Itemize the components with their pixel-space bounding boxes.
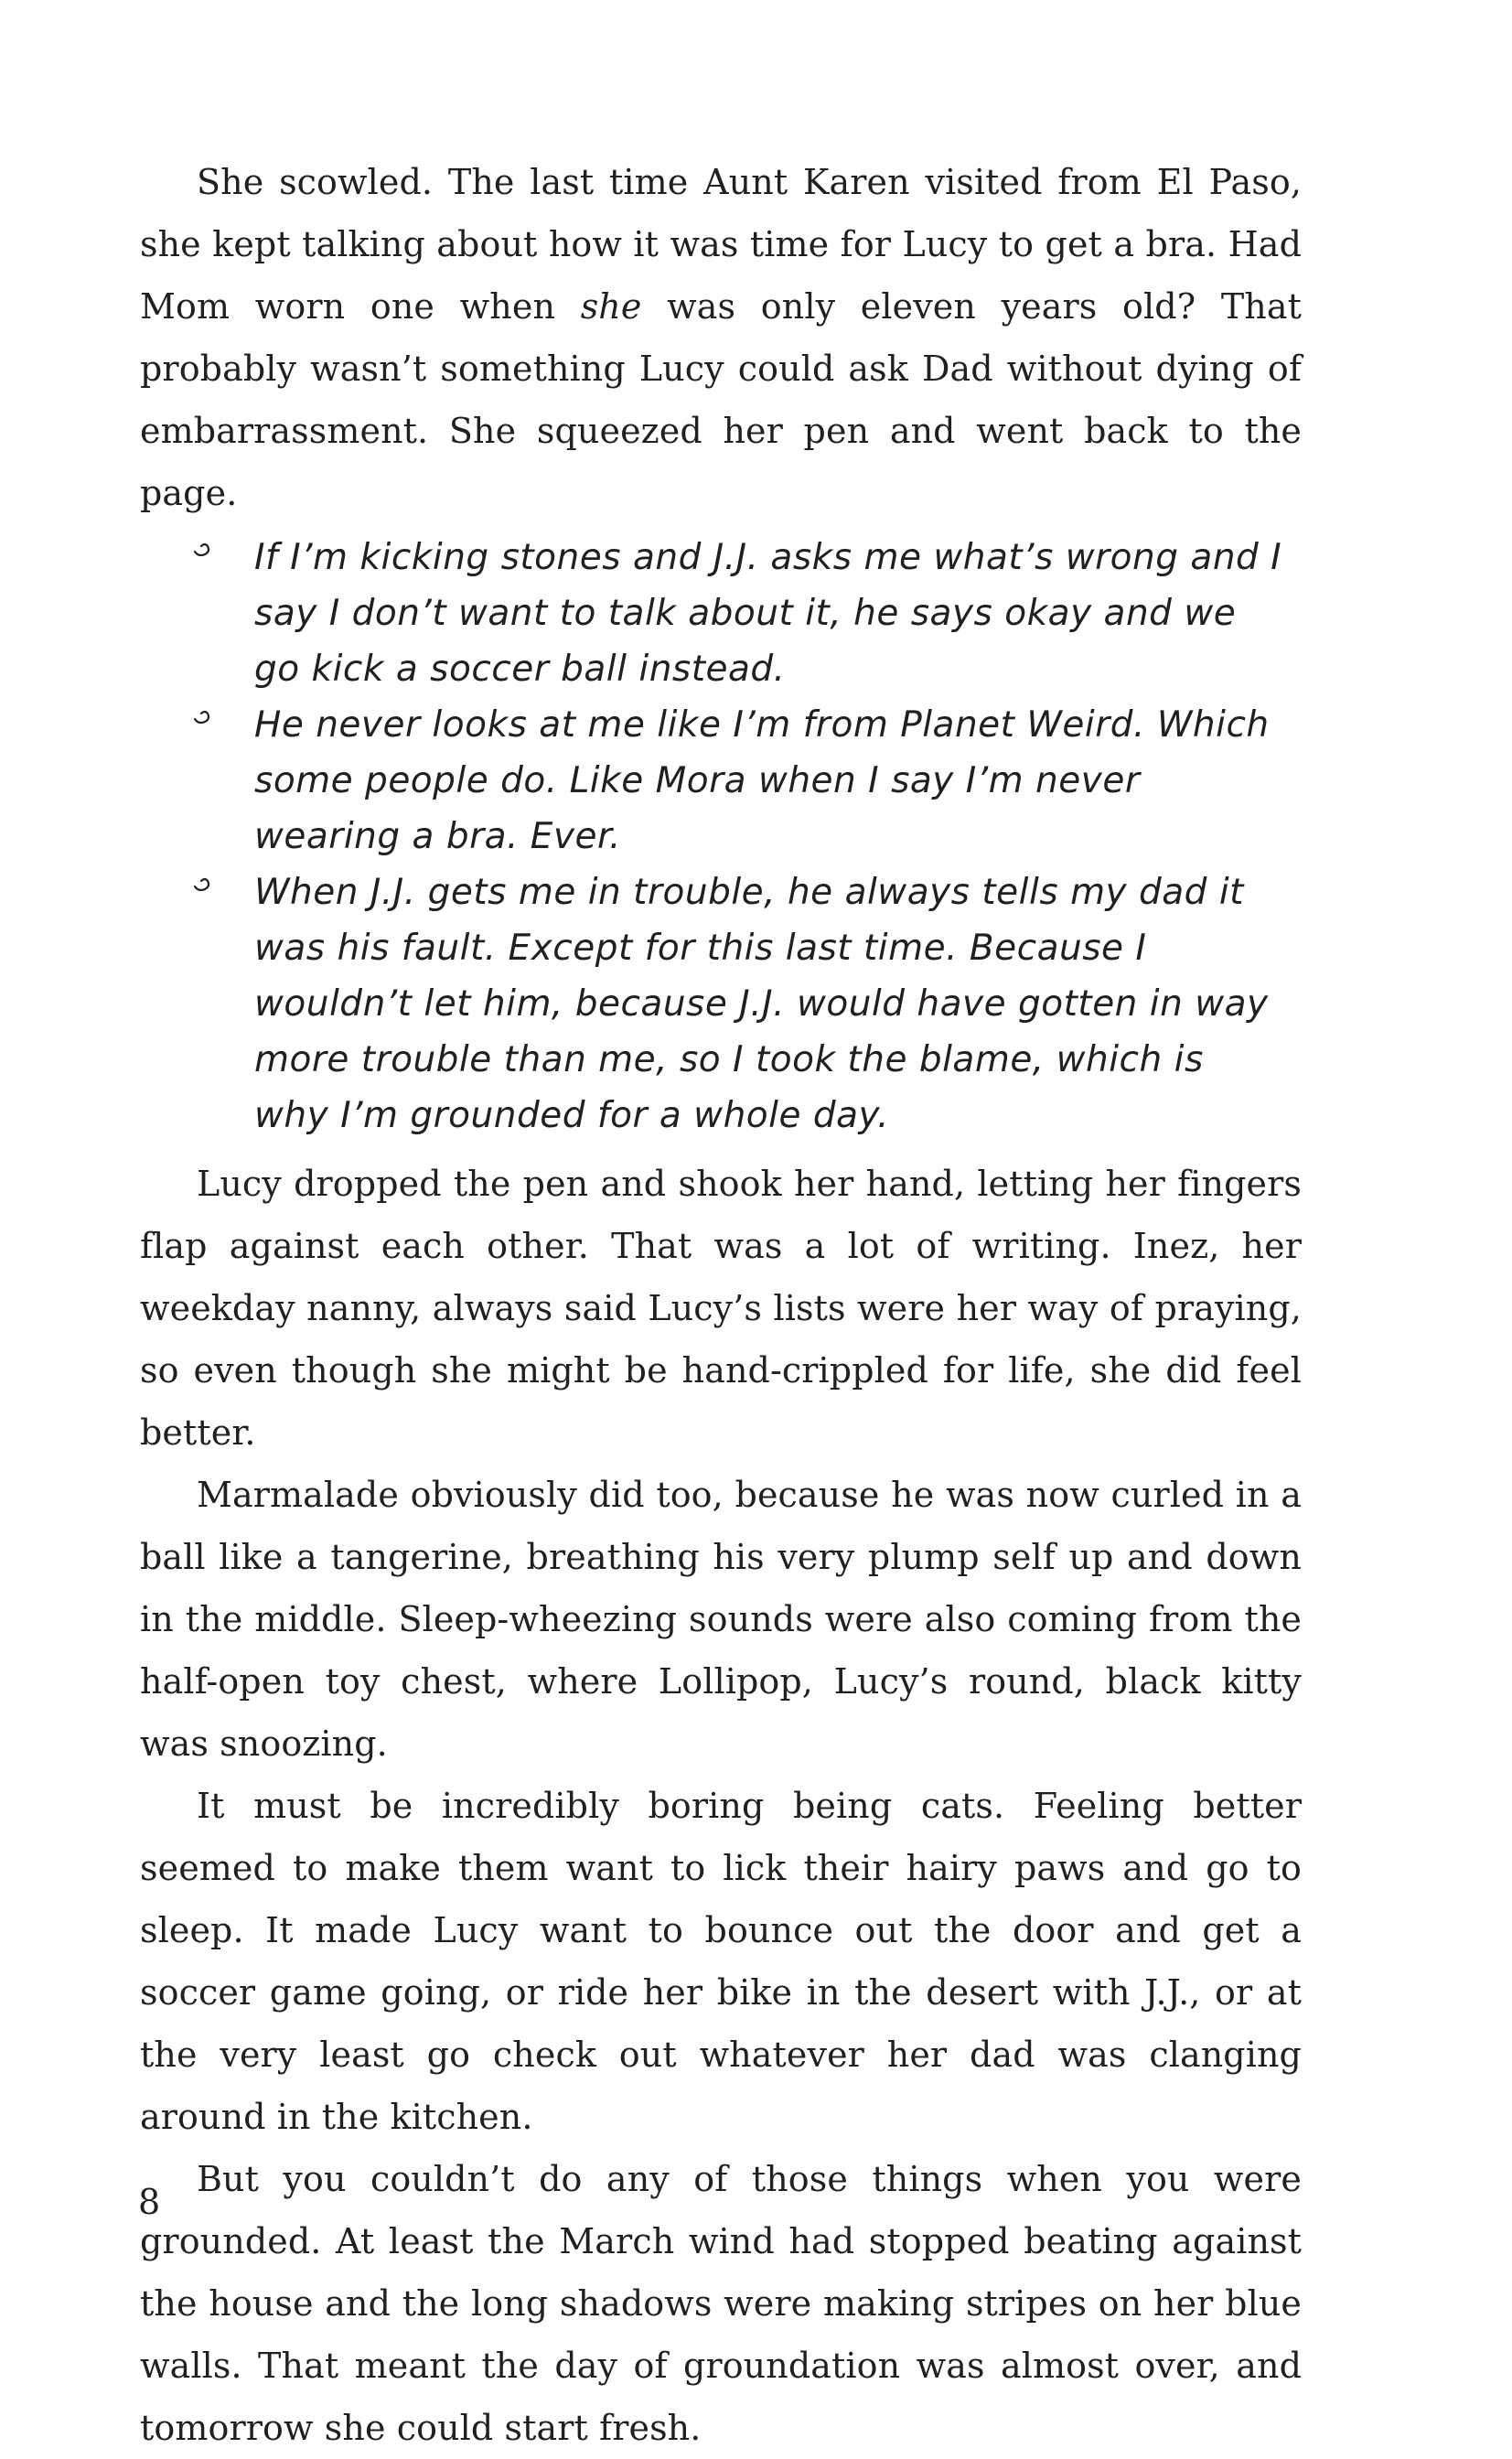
paragraph-1-text-a: She scowled. The last time Aunt Karen visited from El Paso, she kept talking about how it was time for Lucy to get a bra. Had Mom worn one when [140,162,1302,327]
swirl-bullet-icon [193,875,219,894]
list-item [140,530,1302,697]
list-item-text: If I’m kicking stones and J.J. asks me what’s wrong and I say I don’t want to talk about it, he says okay and we go kick a soccer ball instead. [254,537,1282,690]
list-item-text: When J.J. gets me in trouble, he always tells my dad it was his fault. Except for this last time. Because I wouldn’t let him, because J.J. would have gotten in way more trouble than me, so I took the blame, which is why I’m grounded for a whole day. [254,872,1269,1136]
book-page [140,151,1302,2459]
page-number: 8 [138,2182,161,2222]
paragraph-2: Lucy dropped the pen and shook her hand, letting her fingers flap against each other. That was a lot of writing. Inez, her weekday nanny, always said Lucy’s lists were her way of praying, so even though she might be hand-crippled for life, she did feel better. [140,1164,1302,1453]
paragraph-4: It must be incredibly boring being cats. Feeling better seemed to make them want to lick their hairy paws and go to sleep. It made Lucy want to bounce out the door and get a soccer game going, or ride her bike in the desert with J.J., or at the very least go check out whatever her dad was clanging around in the kitchen. [140,1786,1302,2137]
handwritten-list [140,530,1302,1144]
swirl-bullet-icon [193,708,219,726]
paragraph-5: But you couldn’t do any of those things when you were grounded. At least the March wind had stopped beating against the house and the long shadows were making stripes on her blue walls. That meant the day of groundation was almost over, and tomorrow she could start fresh. [140,2159,1302,2448]
list-item [140,864,1302,1144]
paragraph-3: Marmalade obviously did too, because he was now curled in a ball like a tangerine, breathing his very plump self up and down in the middle. Sleep-wheezing sounds were also coming from the half-open toy chest, where Lollipop, Lucy’s round, black kitty was snoozing. [140,1475,1302,1764]
paragraph-1 [140,151,1302,524]
list-item [140,697,1302,864]
swirl-bullet-icon [193,541,219,559]
list-item-text: He never looks at me like I’m from Planet Weird. Which some people do. Like Mora when I say I’m never wearing a bra. Ever. [254,704,1270,857]
paragraph-1-italic: she [580,286,642,327]
paragraph-1-text-b: was only eleven years old? That probably wasn’t something Lucy could ask Dad without dying of embarrassment. She squeezed her pen and went back to the page. [140,286,1302,513]
